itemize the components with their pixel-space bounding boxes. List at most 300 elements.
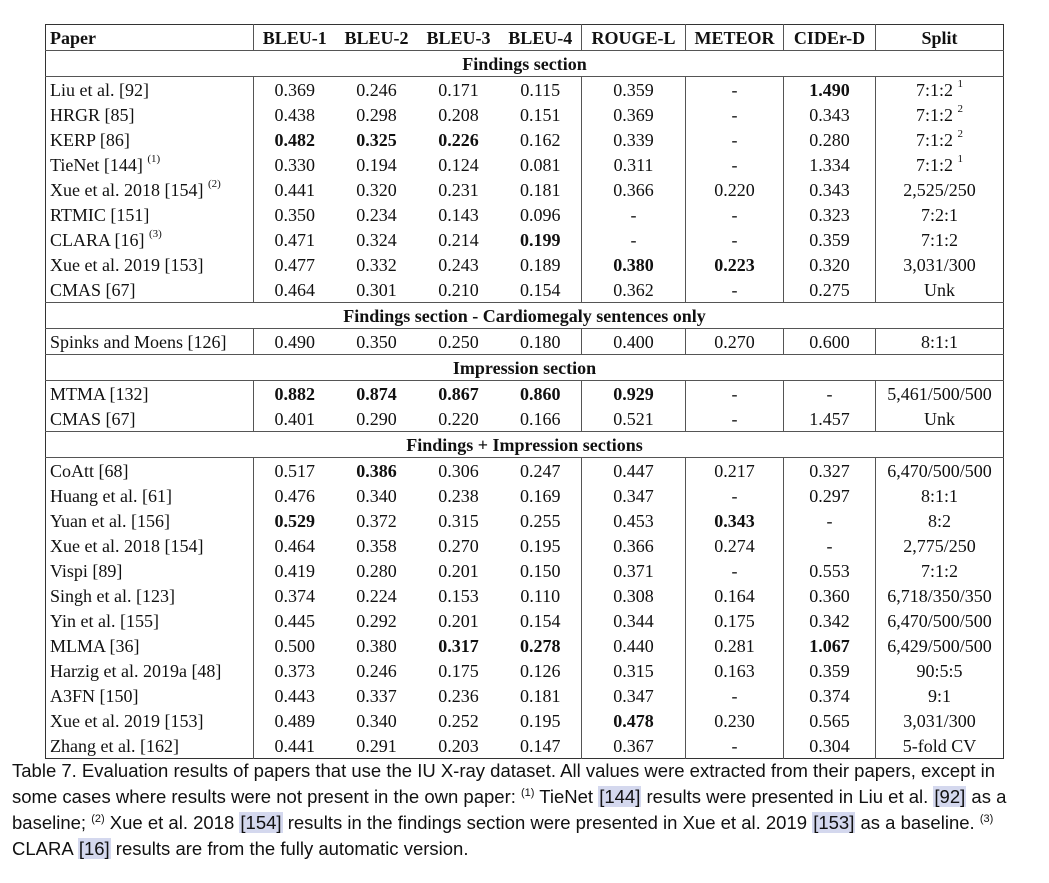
cell-value: 0.600	[809, 331, 850, 352]
table-row	[46, 558, 1004, 583]
cell-bleu2	[336, 77, 418, 103]
table-row	[46, 483, 1004, 508]
cell-bleu3	[418, 227, 500, 252]
citation-link[interactable]: [153]	[813, 812, 855, 833]
cell-bleu2	[336, 708, 418, 733]
cell-value: 0.150	[520, 560, 561, 581]
cell-bleu1	[254, 152, 336, 177]
cell-value: 0.270	[714, 331, 755, 352]
cell-bleu3	[418, 458, 500, 484]
cell-value: 0.340	[356, 485, 397, 506]
cell-bleu3	[418, 77, 500, 103]
cell-paper	[46, 177, 254, 202]
caption-text: CLARA	[12, 838, 78, 859]
cell-value: -	[731, 229, 738, 250]
caption-text: results in the findings section were presented in Xue et al. 2019	[282, 812, 813, 833]
cell-value: 0.162	[520, 129, 561, 150]
cell-paper	[46, 583, 254, 608]
cell-paper	[46, 152, 254, 177]
cell-bleu4	[500, 381, 582, 407]
cell-bleu2	[336, 508, 418, 533]
table-row	[46, 381, 1004, 407]
cell-value: 0.553	[809, 560, 850, 581]
cell-value: 0.340	[356, 710, 397, 731]
cell-bleu3	[418, 508, 500, 533]
cell-value: 0.147	[520, 735, 561, 756]
cell-value: 8:1:1	[920, 331, 958, 352]
cell-bleu1	[254, 127, 336, 152]
cell-value: 0.230	[714, 710, 755, 731]
cell-value: 0.327	[809, 460, 850, 481]
footnote-marker: (2)	[207, 177, 221, 190]
cell-value: 1.067	[809, 635, 850, 656]
cell-bleu3	[418, 733, 500, 759]
cell-value: 0.366	[613, 535, 654, 556]
cell-value: 0.115	[520, 79, 561, 100]
cell-value: 0.236	[438, 685, 479, 706]
cell-bleu1	[254, 608, 336, 633]
cell-bleu4	[500, 558, 582, 583]
cell-value: 0.347	[613, 485, 654, 506]
cell-value: -	[826, 535, 833, 556]
paper-name: CLARA [16]	[50, 229, 145, 250]
col-header-bleu1: BLEU-1	[254, 25, 336, 51]
cell-value: 1.334	[809, 154, 850, 175]
col-header-paper: Paper	[46, 25, 254, 51]
cell-cider	[784, 708, 876, 733]
cell-meteor	[686, 102, 784, 127]
cell-value: 0.201	[438, 610, 479, 631]
cell-bleu4	[500, 77, 582, 103]
cell-value: 0.181	[520, 179, 561, 200]
cell-meteor	[686, 733, 784, 759]
caption-text: TieNet	[534, 786, 599, 807]
cell-cider	[784, 533, 876, 558]
cell-value: 0.344	[613, 610, 654, 631]
cell-value: 0.380	[613, 254, 654, 275]
cell-rouge	[582, 508, 686, 533]
cell-split	[876, 102, 1004, 127]
cell-paper	[46, 508, 254, 533]
cell-split	[876, 683, 1004, 708]
cell-bleu3	[418, 177, 500, 202]
cell-value: 0.438	[274, 104, 315, 125]
table-row	[46, 227, 1004, 252]
paper-name: Xue et al. 2018 [154]	[50, 179, 204, 200]
cell-meteor	[686, 406, 784, 432]
table-row	[46, 127, 1004, 152]
cell-value: 7:1:2	[915, 79, 953, 100]
cell-bleu2	[336, 177, 418, 202]
cell-bleu4	[500, 202, 582, 227]
cell-value: 0.224	[356, 585, 397, 606]
col-header-bleu3: BLEU-3	[418, 25, 500, 51]
cell-value: 0.372	[356, 510, 397, 531]
cell-rouge	[582, 127, 686, 152]
cell-bleu3	[418, 583, 500, 608]
cell-bleu3	[418, 533, 500, 558]
cell-bleu3	[418, 329, 500, 355]
cell-value: 0.166	[520, 408, 561, 429]
cell-value: 0.220	[438, 408, 479, 429]
cell-value: 6,429/500/500	[887, 635, 992, 656]
paper-name: Xue et al. 2019 [153]	[50, 710, 204, 731]
cell-bleu3	[418, 202, 500, 227]
table-row	[46, 177, 1004, 202]
cell-rouge	[582, 252, 686, 277]
cell-value: 0.500	[274, 635, 315, 656]
cell-bleu2	[336, 658, 418, 683]
cell-value: 0.164	[714, 585, 755, 606]
cell-split	[876, 483, 1004, 508]
cell-bleu3	[418, 558, 500, 583]
cell-value: 0.867	[438, 383, 479, 404]
cell-value: 0.529	[274, 510, 315, 531]
cell-value: 0.374	[274, 585, 315, 606]
cell-bleu3	[418, 102, 500, 127]
cell-bleu3	[418, 708, 500, 733]
cell-value: 0.874	[356, 383, 397, 404]
cell-value: 0.189	[520, 254, 561, 275]
cell-bleu4	[500, 252, 582, 277]
cell-bleu2	[336, 533, 418, 558]
cell-value: 0.373	[274, 660, 315, 681]
citation-link[interactable]: [92]	[934, 786, 966, 807]
cell-value: Unk	[924, 408, 955, 429]
cell-bleu4	[500, 177, 582, 202]
paper-name: CMAS [67]	[50, 279, 136, 300]
cell-bleu1	[254, 658, 336, 683]
cell-value: 0.195	[520, 535, 561, 556]
cell-meteor	[686, 127, 784, 152]
cell-value: 0.325	[356, 129, 397, 150]
cell-meteor	[686, 583, 784, 608]
cell-value: 0.210	[438, 279, 479, 300]
cell-value: 2,775/250	[903, 535, 976, 556]
cell-bleu2	[336, 583, 418, 608]
cell-bleu4	[500, 483, 582, 508]
col-header-bleu2: BLEU-2	[336, 25, 418, 51]
cell-value: -	[731, 104, 738, 125]
citation-link[interactable]: [144]	[599, 786, 641, 807]
cell-bleu4	[500, 708, 582, 733]
cell-value: 0.339	[613, 129, 654, 150]
cell-value: 0.096	[520, 204, 561, 225]
cell-value: 0.175	[714, 610, 755, 631]
cell-cider	[784, 381, 876, 407]
cell-value: 0.280	[809, 129, 850, 150]
cell-value: 0.208	[438, 104, 479, 125]
cell-value: 0.347	[613, 685, 654, 706]
cell-value: 0.226	[438, 129, 479, 150]
cell-meteor	[686, 533, 784, 558]
cell-value: 0.217	[714, 460, 755, 481]
cell-bleu1	[254, 708, 336, 733]
cell-value: 0.320	[356, 179, 397, 200]
cell-bleu4	[500, 277, 582, 303]
col-header-split: Split	[876, 25, 1004, 51]
cell-value: 0.194	[356, 154, 397, 175]
cell-meteor	[686, 683, 784, 708]
cell-value: 0.320	[809, 254, 850, 275]
table-row	[46, 683, 1004, 708]
cell-value: 0.471	[274, 229, 315, 250]
paper-name: Huang et al. [61]	[50, 485, 172, 506]
cell-bleu3	[418, 683, 500, 708]
cell-value: 0.359	[613, 79, 654, 100]
cell-value: 6,718/350/350	[887, 585, 992, 606]
cell-value: 0.343	[809, 104, 850, 125]
cell-value: 0.203	[438, 735, 479, 756]
cell-value: 0.195	[520, 710, 561, 731]
table-row	[46, 458, 1004, 484]
cell-split	[876, 277, 1004, 303]
cell-value: -	[731, 154, 738, 175]
cell-value: -	[731, 279, 738, 300]
section-title: Impression section	[46, 355, 1004, 381]
cell-value: 0.181	[520, 685, 561, 706]
cell-value: 5,461/500/500	[887, 383, 992, 404]
citation-link[interactable]: [16]	[78, 838, 110, 859]
section-header-row	[46, 355, 1004, 381]
cell-bleu1	[254, 508, 336, 533]
cell-bleu2	[336, 483, 418, 508]
cell-bleu2	[336, 733, 418, 759]
cell-value: -	[731, 560, 738, 581]
cell-value: 0.199	[520, 229, 561, 250]
cell-split	[876, 381, 1004, 407]
cell-value: 0.223	[714, 254, 755, 275]
cell-value: 0.281	[714, 635, 755, 656]
cell-rouge	[582, 608, 686, 633]
cell-value: 0.234	[356, 204, 397, 225]
cell-meteor	[686, 329, 784, 355]
cell-bleu4	[500, 508, 582, 533]
cell-bleu4	[500, 458, 582, 484]
cell-value: 0.359	[809, 229, 850, 250]
caption-footnote-marker: (2)	[91, 812, 105, 825]
cell-bleu3	[418, 277, 500, 303]
cell-value: -	[731, 204, 738, 225]
cell-split	[876, 152, 1004, 177]
cell-value: 3,031/300	[903, 710, 976, 731]
cell-value: 0.419	[274, 560, 315, 581]
split-footnote-marker: 1	[957, 152, 963, 165]
cell-rouge	[582, 177, 686, 202]
cell-cider	[784, 558, 876, 583]
cell-split	[876, 127, 1004, 152]
cell-bleu2	[336, 558, 418, 583]
cell-cider	[784, 102, 876, 127]
cell-meteor	[686, 152, 784, 177]
cell-paper	[46, 483, 254, 508]
cell-value: 0.220	[714, 179, 755, 200]
cell-bleu1	[254, 329, 336, 355]
cell-value: 0.360	[809, 585, 850, 606]
cell-cider	[784, 406, 876, 432]
table-row	[46, 508, 1004, 533]
cell-value: 90:5:5	[916, 660, 963, 681]
cell-value: 7:2:1	[920, 204, 958, 225]
cell-meteor	[686, 458, 784, 484]
col-header-meteor: METEOR	[686, 25, 784, 51]
cell-bleu1	[254, 733, 336, 759]
cell-value: 9:1	[927, 685, 951, 706]
cell-bleu3	[418, 633, 500, 658]
cell-rouge	[582, 102, 686, 127]
cell-value: 0.291	[356, 735, 397, 756]
cell-value: 0.882	[274, 383, 315, 404]
cell-cider	[784, 177, 876, 202]
cell-bleu1	[254, 458, 336, 484]
cell-bleu4	[500, 152, 582, 177]
table-row	[46, 733, 1004, 759]
citation-link[interactable]: [154]	[240, 812, 282, 833]
cell-value: 0.250	[438, 331, 479, 352]
table-row	[46, 708, 1004, 733]
cell-bleu2	[336, 127, 418, 152]
cell-value: 0.367	[613, 735, 654, 756]
cell-bleu3	[418, 406, 500, 432]
paper-name: CoAtt [68]	[50, 460, 129, 481]
cell-value: 0.175	[438, 660, 479, 681]
cell-meteor	[686, 658, 784, 683]
cell-rouge	[582, 202, 686, 227]
cell-meteor	[686, 77, 784, 103]
cell-cider	[784, 202, 876, 227]
cell-bleu3	[418, 381, 500, 407]
cell-value: 8:1:1	[920, 485, 958, 506]
cell-split	[876, 733, 1004, 759]
cell-value: 0.489	[274, 710, 315, 731]
cell-bleu4	[500, 329, 582, 355]
cell-bleu1	[254, 227, 336, 252]
col-header-cider: CIDEr-D	[784, 25, 876, 51]
cell-value: -	[826, 383, 833, 404]
cell-value: 0.482	[274, 129, 315, 150]
cell-value: 0.243	[438, 254, 479, 275]
cell-value: 0.274	[714, 535, 755, 556]
cell-value: -	[731, 685, 738, 706]
cell-value: 0.154	[520, 279, 561, 300]
cell-rouge	[582, 558, 686, 583]
cell-rouge	[582, 633, 686, 658]
cell-split	[876, 583, 1004, 608]
cell-value: 0.343	[809, 179, 850, 200]
cell-value: 0.337	[356, 685, 397, 706]
cell-bleu4	[500, 633, 582, 658]
cell-value: 0.453	[613, 510, 654, 531]
cell-rouge	[582, 533, 686, 558]
cell-value: 0.490	[274, 331, 315, 352]
cell-paper	[46, 458, 254, 484]
caption-footnote-marker: (3)	[979, 812, 994, 825]
col-header-rouge: ROUGE-L	[582, 25, 686, 51]
cell-cider	[784, 277, 876, 303]
cell-value: 1.457	[809, 408, 850, 429]
cell-value: 0.440	[613, 635, 654, 656]
cell-value: -	[630, 204, 637, 225]
header-row	[46, 25, 1004, 51]
paper-name: Xue et al. 2018 [154]	[50, 535, 204, 556]
table-row	[46, 658, 1004, 683]
cell-paper	[46, 252, 254, 277]
cell-cider	[784, 458, 876, 484]
paper-name: Vispi [89]	[50, 560, 123, 581]
cell-bleu1	[254, 683, 336, 708]
cell-value: 0.401	[274, 408, 315, 429]
paper-name: RTMIC [151]	[50, 204, 150, 225]
cell-value: 0.153	[438, 585, 479, 606]
cell-value: -	[731, 485, 738, 506]
cell-rouge	[582, 708, 686, 733]
cell-value: 0.169	[520, 485, 561, 506]
results-table	[45, 24, 1004, 759]
table-row	[46, 102, 1004, 127]
cell-value: 0.201	[438, 560, 479, 581]
cell-meteor	[686, 608, 784, 633]
cell-value: 0.238	[438, 485, 479, 506]
cell-value: 0.441	[274, 735, 315, 756]
caption-text: Xue et al. 2018	[104, 812, 240, 833]
paper-name: MLMA [36]	[50, 635, 140, 656]
cell-value: 0.081	[520, 154, 561, 175]
cell-value: 0.860	[520, 383, 561, 404]
cell-meteor	[686, 633, 784, 658]
table-row	[46, 252, 1004, 277]
paper-name: Singh et al. [123]	[50, 585, 175, 606]
cell-meteor	[686, 177, 784, 202]
cell-value: 7:1:2	[915, 104, 953, 125]
cell-value: 0.255	[520, 510, 561, 531]
cell-value: 0.366	[613, 179, 654, 200]
section-header-row	[46, 303, 1004, 329]
cell-value: 0.324	[356, 229, 397, 250]
cell-bleu1	[254, 558, 336, 583]
cell-paper	[46, 77, 254, 103]
cell-cider	[784, 227, 876, 252]
cell-value: 0.358	[356, 535, 397, 556]
cell-meteor	[686, 708, 784, 733]
cell-split	[876, 329, 1004, 355]
table-row	[46, 533, 1004, 558]
footnote-marker: (3)	[149, 227, 162, 240]
cell-value: 0.517	[274, 460, 315, 481]
cell-rouge	[582, 381, 686, 407]
cell-value: 2,525/250	[903, 179, 976, 200]
cell-value: 7:1:2	[920, 229, 958, 250]
cell-paper	[46, 202, 254, 227]
cell-bleu2	[336, 227, 418, 252]
cell-bleu2	[336, 152, 418, 177]
table-row	[46, 277, 1004, 303]
cell-bleu1	[254, 277, 336, 303]
section-title: Findings section	[46, 51, 1004, 77]
cell-bleu2	[336, 406, 418, 432]
cell-value: 0.477	[274, 254, 315, 275]
paper-name: CMAS [67]	[50, 408, 136, 429]
cell-value: 0.929	[613, 383, 654, 404]
cell-value: 0.231	[438, 179, 479, 200]
cell-bleu1	[254, 102, 336, 127]
cell-bleu2	[336, 683, 418, 708]
cell-bleu1	[254, 77, 336, 103]
cell-value: 0.371	[613, 560, 654, 581]
cell-value: 0.332	[356, 254, 397, 275]
cell-bleu3	[418, 252, 500, 277]
cell-value: 0.151	[520, 104, 561, 125]
table-row	[46, 608, 1004, 633]
